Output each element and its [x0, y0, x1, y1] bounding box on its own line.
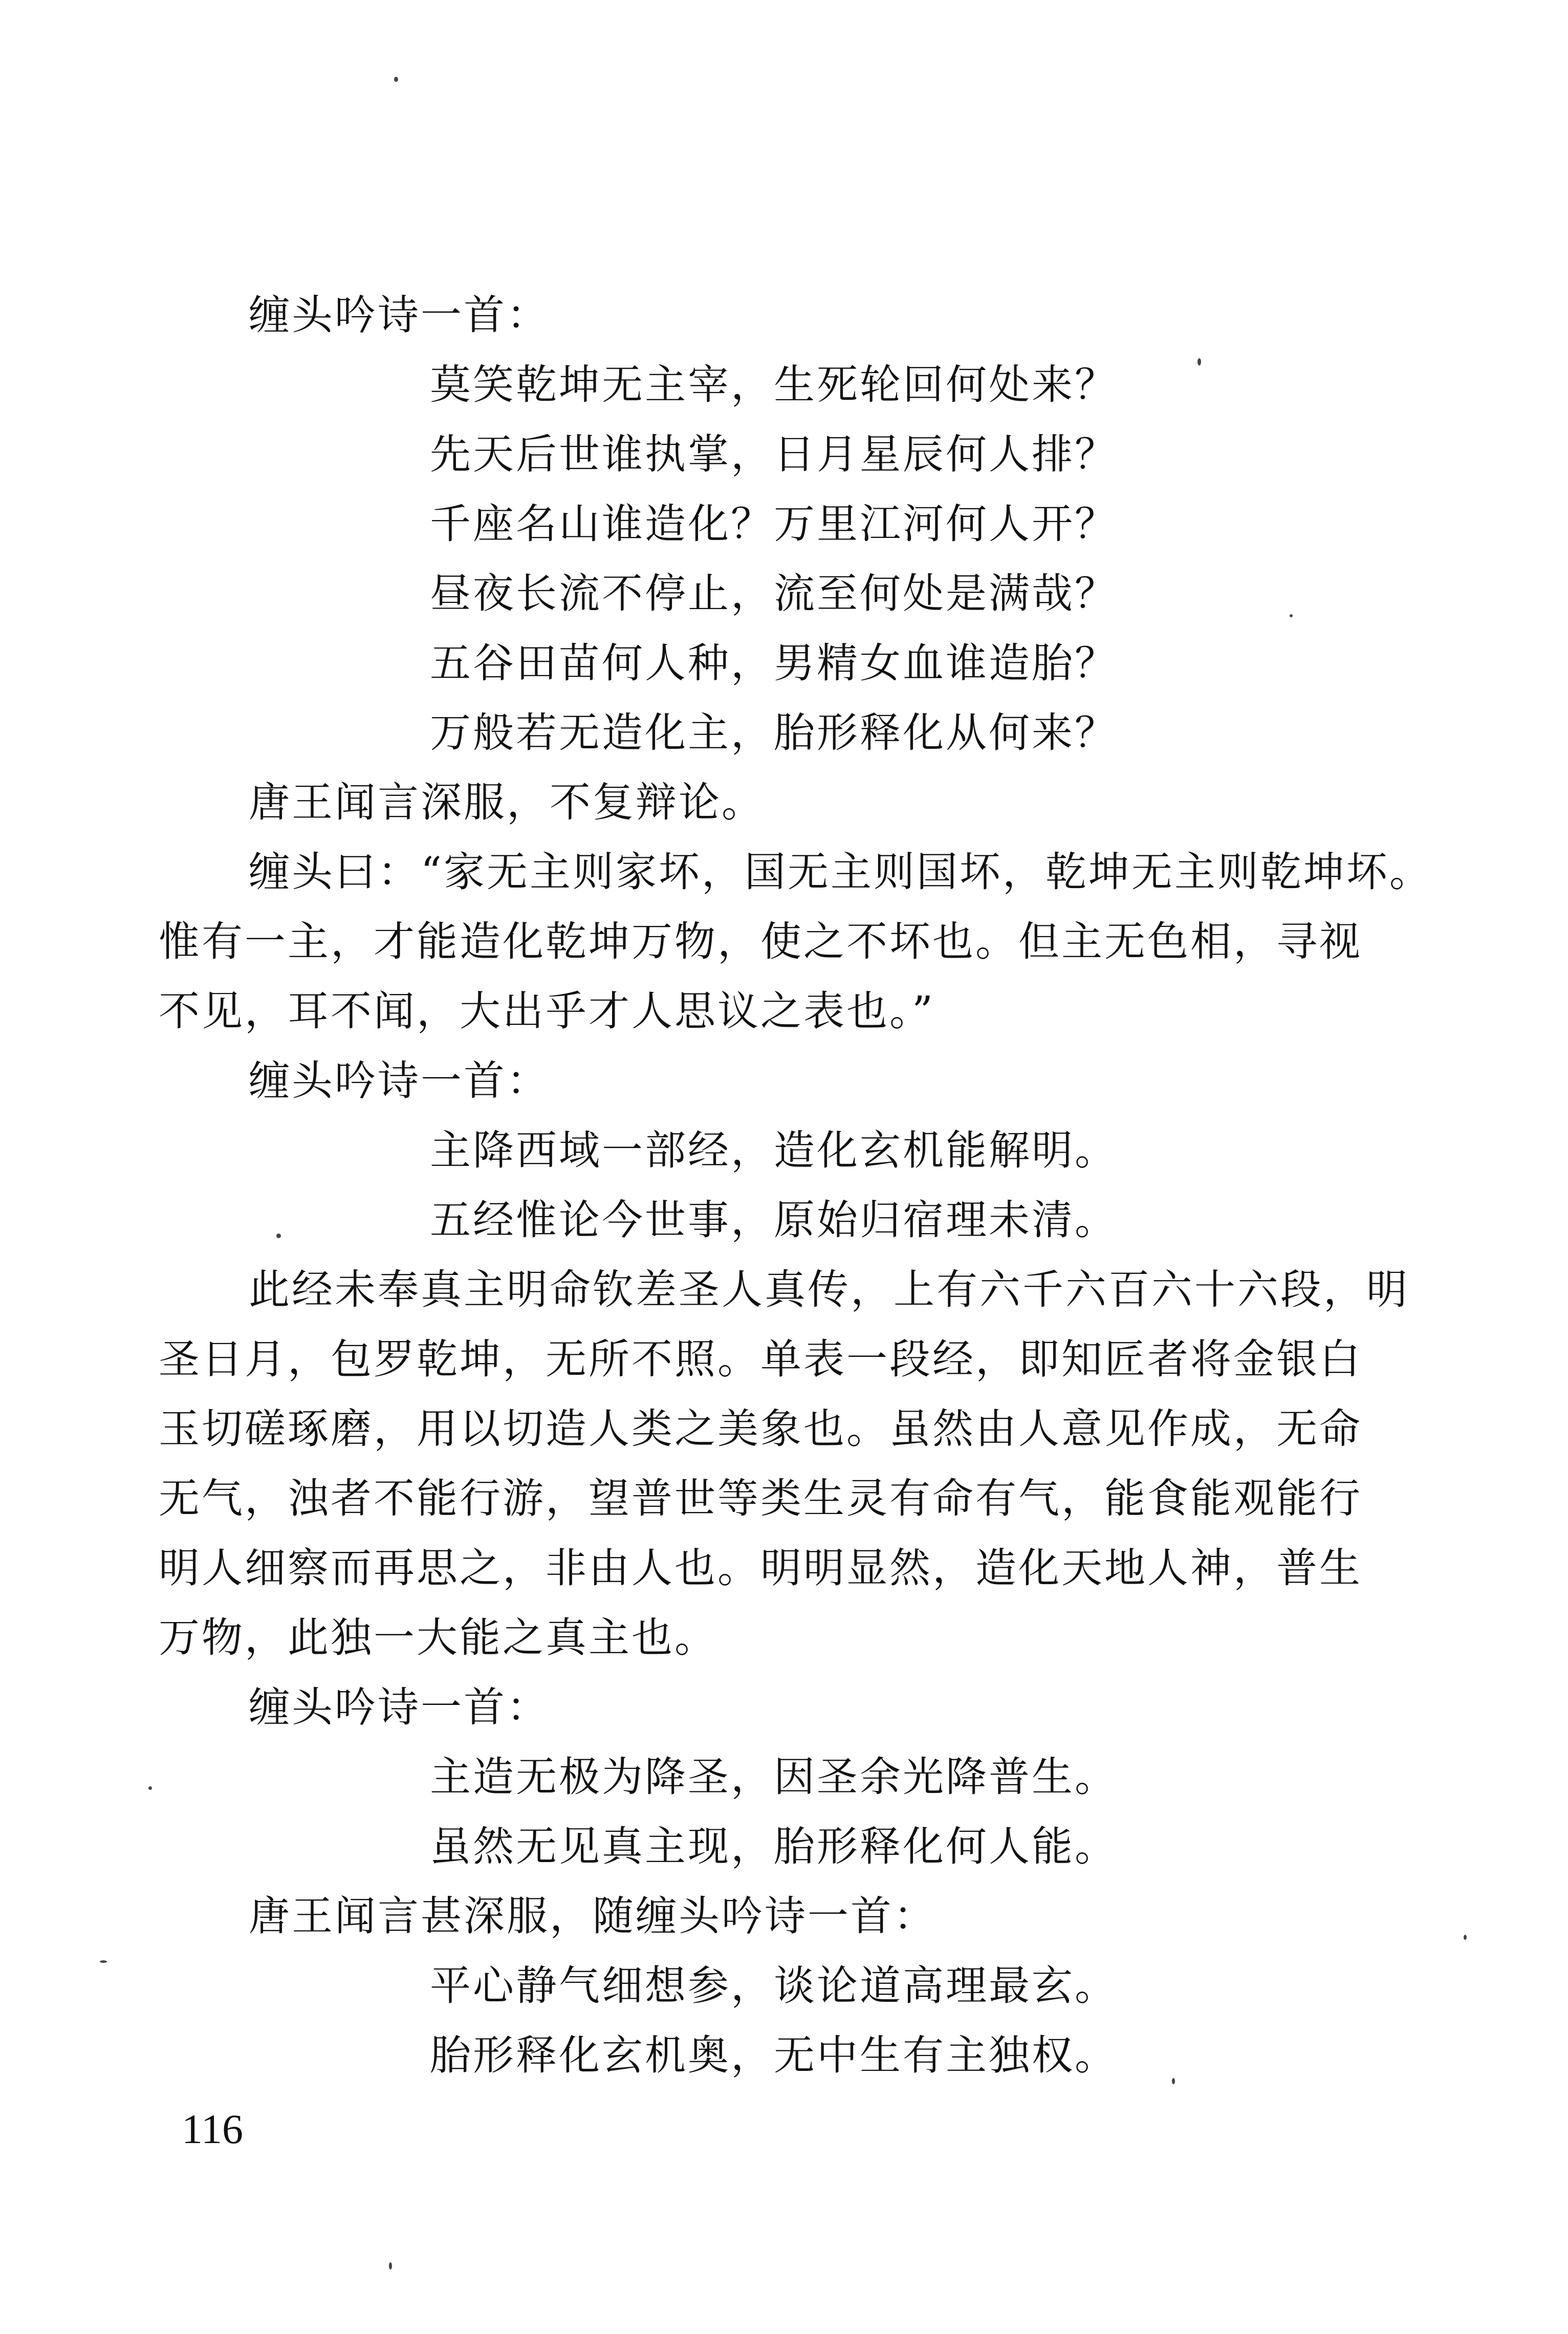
paragraph-line: 不见，耳不闻，大出乎才人思议之表也。”	[159, 987, 935, 1035]
scan-speck	[276, 1234, 281, 1238]
poem-verse-line: 先天后世谁执掌，日月星辰何人排？	[430, 430, 1118, 478]
scan-speck	[1172, 2078, 1175, 2084]
paragraph-line: 玉切磋琢磨，用以切造人类之美象也。虽然由人意见作成，无命	[159, 1405, 1362, 1453]
poem-intro-line: 缠头吟诗一首：	[249, 1683, 550, 1731]
paragraph-line: 无气，浊者不能行游，望普世等类生灵有命有气，能食能观能行	[159, 1475, 1362, 1522]
paragraph-line: 惟有一主，才能造化乾坤万物，使之不坏也。但主无色相，寻视	[159, 918, 1362, 965]
poem-verse-line: 昼夜长流不停止，流至何处是满哉？	[430, 570, 1118, 617]
poem-verse-line: 主降西域一部经，造化玄机能解明。	[430, 1127, 1118, 1174]
paragraph-line: 缠头曰：“家无主则家坏，国无主则国坏，乾坤无主则乾坤坏。	[249, 848, 1432, 896]
page-number: 116	[182, 2106, 243, 2152]
scan-speck	[389, 2262, 392, 2270]
poem-verse-line: 平心静气细想参，谈论道高理最玄。	[430, 1962, 1118, 2009]
poem-verse-line: 千座名山谁造化？万里江河何人开？	[430, 500, 1118, 548]
poem-verse-line: 五经惟论今世事，原始归宿理未清。	[430, 1196, 1118, 1244]
poem-verse-line: 万般若无造化主，胎形释化从何来？	[430, 709, 1118, 757]
poem-intro-line: 缠头吟诗一首：	[249, 291, 550, 339]
scan-speck	[1290, 614, 1293, 617]
poem-verse-line: 胎形释化玄机奥，无中生有主独权。	[430, 2032, 1118, 2079]
scan-speck	[1464, 1935, 1467, 1940]
paragraph-line: 万物，此独一大能之真主也。	[159, 1614, 717, 1661]
scan-speck	[100, 1960, 107, 1963]
paragraph-line: 圣日月，包罗乾坤，无所不照。单表一段经，即知匠者将金银白	[159, 1335, 1362, 1383]
scan-speck	[394, 77, 398, 82]
poem-verse-line: 虽然无见真主现，胎形释化何人能。	[430, 1823, 1118, 1870]
scan-speck	[1197, 358, 1201, 365]
poem-verse-line: 莫笑乾坤无主宰，生死轮回何处来？	[430, 361, 1118, 408]
paragraph-line: 唐王闻言深服，不复辩论。	[249, 779, 765, 826]
paragraph-line: 此经未奉真主明命钦差圣人真传，上有六千六百六十六段，明	[249, 1266, 1409, 1313]
poem-intro-line: 缠头吟诗一首：	[249, 1057, 550, 1105]
poem-verse-line: 主造无极为降圣，因圣余光降普生。	[430, 1753, 1118, 1801]
scan-speck	[148, 1786, 152, 1790]
page-body-text	[159, 280, 1432, 2090]
poem-intro-line: 唐王闻言甚深服，随缠头吟诗一首：	[249, 1892, 937, 1940]
poem-verse-line: 五谷田苗何人种，男精女血谁造胎？	[430, 639, 1118, 687]
paragraph-line: 明人细察而再思之，非由人也。明明显然，造化天地人神，普生	[159, 1544, 1362, 1592]
